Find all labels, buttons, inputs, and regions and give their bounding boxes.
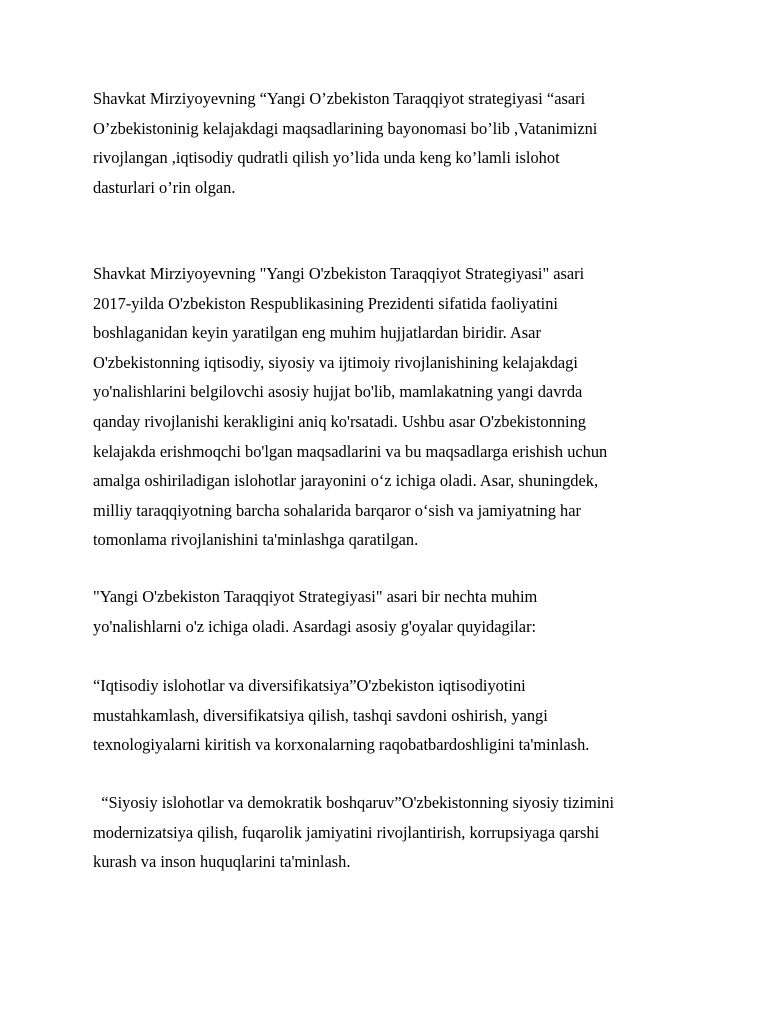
paragraph-main-directions: "Yangi O'zbekiston Taraqqiyot Strategiyasi" asari bir nechta muhim yo'nalishlarni o'z ichiga oladi. Asardagi asosiy g'oyalar quyidagilar: xyxy=(93,587,538,636)
paragraph-economic-reforms: “Iqtisodiy islohotlar va diversifikatsiya”O'zbekiston iqtisodiyotini mustahkamlash, diversifikatsiya qilish, tashqi savdoni oshirish, yangi texnologiyalarni kiritish va korxonalarning raqobatbardoshligini ta'minlash. xyxy=(93,676,590,755)
paragraph-political-reforms: “Siyosiy islohotlar va demokratik boshqaruv”O'zbekistonning siyosiy tizimini modernizatsiya qilish, fuqarolik jamiyatini rivojlantirish, korrupsiyaga qarshi kurash va inson huquqlarini ta'minlash. xyxy=(93,793,615,872)
paragraph-strategy-overview: Shavkat Mirziyoyevning "Yangi O'zbekiston Taraqqiyot Strategiyasi" asari 2017-yilda O'zbekiston Respublikasining Prezidenti sifatida faoliyatini boshlaganidan keyin yaratilgan eng muhim hujjatlardan biridir. Asar O'zbekistonning iqtisodiy, siyosiy va ijtimoiy rivojlanishining kelajakdagi yo'nalishlarini belgilovchi asosiy hujjat bo'lib, mamlakatning yangi davrda qanday rivojlanishi kerakligini aniq ko'rsatadi. Ushbu asar O'zbekistonning kelajakda erishmoqchi bo'lgan maqsadlarini va bu maqsadlarga erishish uchun amalga oshiriladigan islohotlar jarayonini o‘z ichiga oladi. Asar, shuningdek, milliy taraqqiyotning barcha sohalarida barqaror o‘sish va jamiyatning har tomonlama rivojlanishini ta'minlashga qaratilgan. xyxy=(93,264,608,550)
paragraph-intro: Shavkat Mirziyoyevning “Yangi O’zbekiston Taraqqiyot strategiyasi “asari O’zbekistoninig kelajakdagi maqsadlarining bayonomasi bo’lib ,Vatanimizni rivojlangan ,iqtisodiy qudratli qilish yo’lida unda keng ko’lamli islohot dasturlari o’rin olgan. xyxy=(93,89,598,197)
